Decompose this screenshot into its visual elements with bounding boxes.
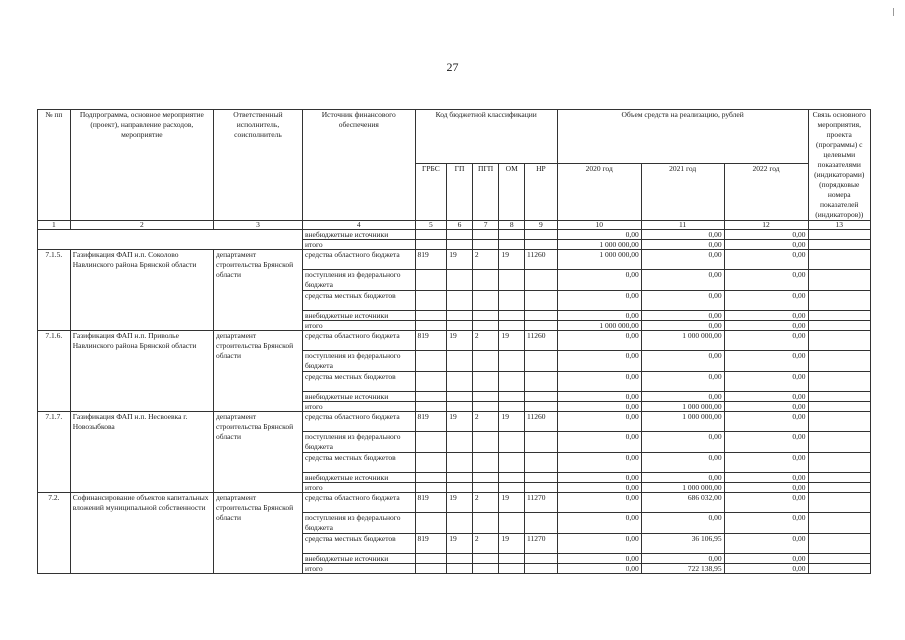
- code-om-cell: [499, 473, 525, 483]
- code-grbs-cell: [415, 453, 447, 473]
- item-responsible: департамент строительства Брянской области: [213, 331, 302, 412]
- code-gp-cell: 19: [447, 331, 473, 351]
- link-cell: [808, 392, 871, 402]
- amount-cell-y2022: 0,00: [724, 473, 808, 483]
- source-cell: итого: [303, 483, 416, 493]
- code-nr-cell: [525, 473, 558, 483]
- code-pgp-cell: 2: [472, 250, 499, 270]
- link-cell: [808, 513, 871, 534]
- column-number: 5: [415, 221, 447, 230]
- code-gp-cell: [447, 372, 473, 392]
- code-cell: [499, 230, 525, 240]
- code-nr-cell: [525, 564, 558, 574]
- code-gp-cell: [447, 270, 473, 291]
- source-cell: поступления из федерального бюджета: [303, 513, 416, 534]
- code-gp-cell: [447, 392, 473, 402]
- item-title: Газификация ФАП н.п. Приволье Навлинского района Брянской области: [70, 331, 213, 412]
- item-responsible: департамент строительства Брянской области: [213, 493, 302, 574]
- code-grbs-cell: [415, 392, 447, 402]
- amount-cell-y2021: 0,00: [641, 270, 724, 291]
- code-grbs-cell: 819: [415, 493, 447, 513]
- amount-cell-y2020: 0,00: [557, 483, 641, 493]
- code-gp-cell: 19: [447, 534, 473, 554]
- amount-cell-y2021: 0,00: [641, 513, 724, 534]
- code-grbs-cell: [415, 513, 447, 534]
- link-cell: [808, 402, 871, 412]
- amount-cell-y2020: 0,00: [557, 493, 641, 513]
- amount-cell-y2021: 0,00: [641, 250, 724, 270]
- amount-cell-y2022: 0,00: [724, 392, 808, 402]
- amount-cell-y2021: 36 106,95: [641, 534, 724, 554]
- code-om-cell: 19: [499, 534, 525, 554]
- amount-cell-y2022: 0,00: [724, 311, 808, 321]
- code-om-cell: [499, 311, 525, 321]
- code-nr-cell: [525, 483, 558, 493]
- link-cell: [808, 534, 871, 554]
- code-om-cell: [499, 291, 525, 311]
- header-kbk: Код бюджетной классификации: [415, 110, 557, 164]
- source-cell: итого: [303, 564, 416, 574]
- carryover-blank: [38, 230, 303, 250]
- code-gp-cell: [447, 483, 473, 493]
- link-cell: [808, 240, 871, 250]
- amount-cell-y2020: 0,00: [557, 402, 641, 412]
- amount-cell-y2022: 0,00: [724, 291, 808, 311]
- item-title: Газификация ФАП н.п. Соколово Навлинского района Брянской области: [70, 250, 213, 331]
- code-pgp-cell: [472, 453, 499, 473]
- link-cell: [808, 250, 871, 270]
- table-row: [38, 250, 871, 270]
- source-cell: поступления из федерального бюджета: [303, 432, 416, 453]
- source-cell: поступления из федерального бюджета: [303, 351, 416, 372]
- amount-cell-y2022: 0,00: [724, 230, 808, 240]
- item-number: 7.1.6.: [38, 331, 71, 412]
- code-nr-cell: [525, 432, 558, 453]
- code-pgp-cell: [472, 270, 499, 291]
- code-gp-cell: [447, 453, 473, 473]
- item-title: Софинансирование объектов капитальных вложений муниципальной собственности: [70, 493, 213, 574]
- code-om-cell: [499, 392, 525, 402]
- amount-cell-y2020: 0,00: [557, 453, 641, 473]
- code-gp-cell: [447, 564, 473, 574]
- code-grbs-cell: [415, 402, 447, 412]
- amount-cell-y2021: 0,00: [641, 554, 724, 564]
- link-cell: [808, 483, 871, 493]
- code-cell: [499, 240, 525, 250]
- code-nr-cell: [525, 351, 558, 372]
- amount-cell-y2020: 0,00: [557, 513, 641, 534]
- header-kbk-grbs: ГРБС: [415, 163, 447, 220]
- code-pgp-cell: [472, 291, 499, 311]
- amount-cell-y2021: 0,00: [641, 351, 724, 372]
- code-gp-cell: [447, 321, 473, 331]
- amount-cell-y2021: 0,00: [641, 372, 724, 392]
- column-number: 2: [70, 221, 213, 230]
- link-cell: [808, 564, 871, 574]
- source-cell: итого: [303, 240, 416, 250]
- code-grbs-cell: [415, 321, 447, 331]
- code-grbs-cell: 819: [415, 331, 447, 351]
- amount-cell-y2020: 0,00: [557, 392, 641, 402]
- amount-cell-y2020: 0,00: [557, 554, 641, 564]
- code-gp-cell: [447, 432, 473, 453]
- amount-cell-y2022: 0,00: [724, 412, 808, 432]
- page-number: 27: [446, 60, 459, 74]
- amount-cell-y2020: 0,00: [557, 372, 641, 392]
- column-number: 6: [447, 221, 473, 230]
- code-cell: [415, 230, 447, 240]
- amount-cell-y2022: 0,00: [724, 564, 808, 574]
- code-gp-cell: [447, 351, 473, 372]
- code-cell: [447, 240, 473, 250]
- amount-cell-y2022: 0,00: [724, 513, 808, 534]
- link-cell: [808, 321, 871, 331]
- amount-cell-y2022: 0,00: [724, 250, 808, 270]
- amount-cell-y2022: 0,00: [724, 240, 808, 250]
- column-number: 11: [641, 221, 724, 230]
- amount-cell-y2022: 0,00: [724, 534, 808, 554]
- code-nr-cell: [525, 554, 558, 564]
- code-nr-cell: [525, 513, 558, 534]
- item-title: Газификация ФАП н.п. Несвоевка г. Новозыбкова: [70, 412, 213, 493]
- amount-cell-y2021: 1 000 000,00: [641, 412, 724, 432]
- amount-cell-y2020: 0,00: [557, 270, 641, 291]
- amount-cell-y2020: 0,00: [557, 412, 641, 432]
- amount-cell-y2021: 0,00: [641, 392, 724, 402]
- column-numbers-row: [38, 221, 871, 230]
- source-cell: средства областного бюджета: [303, 493, 416, 513]
- amount-cell-y2020: 0,00: [557, 473, 641, 483]
- source-cell: средства областного бюджета: [303, 412, 416, 432]
- header-link: Связь основного мероприятия, проекта (программы) с целевыми показателями (индикаторами) (порядковые номера показателей (индикаторов)): [808, 110, 871, 221]
- code-gp-cell: [447, 473, 473, 483]
- code-gp-cell: 19: [447, 412, 473, 432]
- link-cell: [808, 331, 871, 351]
- code-nr-cell: [525, 311, 558, 321]
- source-cell: внебюджетные источники: [303, 554, 416, 564]
- code-gp-cell: 19: [447, 493, 473, 513]
- header-responsible: Ответственный исполнитель, соисполнитель: [213, 110, 302, 221]
- code-pgp-cell: [472, 564, 499, 574]
- code-om-cell: 19: [499, 493, 525, 513]
- amount-cell-y2022: 0,00: [724, 372, 808, 392]
- amount-cell-y2021: 0,00: [641, 321, 724, 331]
- code-grbs-cell: [415, 473, 447, 483]
- link-cell: [808, 432, 871, 453]
- amount-cell-y2022: 0,00: [724, 270, 808, 291]
- source-cell: средства местных бюджетов: [303, 372, 416, 392]
- amount-cell-y2021: 0,00: [641, 291, 724, 311]
- code-pgp-cell: 2: [472, 493, 499, 513]
- code-om-cell: 19: [499, 412, 525, 432]
- code-cell: [525, 240, 558, 250]
- code-pgp-cell: [472, 311, 499, 321]
- link-cell: [808, 291, 871, 311]
- code-nr-cell: [525, 372, 558, 392]
- header-subprogram: Подпрограмма, основное мероприятие (проект), направление расходов, мероприятие: [70, 110, 213, 221]
- amount-cell-y2020: 1 000 000,00: [557, 250, 641, 270]
- amount-cell-y2021: 0,00: [641, 230, 724, 240]
- code-gp-cell: [447, 402, 473, 412]
- code-om-cell: 19: [499, 331, 525, 351]
- amount-cell-y2022: 0,00: [724, 432, 808, 453]
- code-om-cell: [499, 402, 525, 412]
- source-cell: поступления из федерального бюджета: [303, 270, 416, 291]
- amount-cell-y2022: 0,00: [724, 331, 808, 351]
- amount-cell-y2022: 0,00: [724, 493, 808, 513]
- header-sources: Источник финансового обеспечения: [303, 110, 416, 221]
- code-pgp-cell: [472, 372, 499, 392]
- code-grbs-cell: 819: [415, 534, 447, 554]
- source-cell: средства местных бюджетов: [303, 291, 416, 311]
- amount-cell-y2021: 0,00: [641, 473, 724, 483]
- amount-cell-y2022: 0,00: [724, 321, 808, 331]
- link-cell: [808, 473, 871, 483]
- table-row: [38, 493, 871, 513]
- column-number: 8: [499, 221, 525, 230]
- code-om-cell: [499, 432, 525, 453]
- link-cell: [808, 372, 871, 392]
- column-number: 3: [213, 221, 302, 230]
- amount-cell-y2020: 0,00: [557, 331, 641, 351]
- header-volume: Объем средств на реализацию, рублей: [557, 110, 808, 164]
- code-pgp-cell: [472, 402, 499, 412]
- code-nr-cell: 11270: [525, 493, 558, 513]
- code-om-cell: [499, 453, 525, 473]
- budget-table: [37, 109, 871, 574]
- code-om-cell: [499, 321, 525, 331]
- header-kbk-nr: НР: [525, 163, 558, 220]
- code-nr-cell: [525, 453, 558, 473]
- column-number: 7: [472, 221, 499, 230]
- column-number: 13: [808, 221, 871, 230]
- column-number: 9: [525, 221, 558, 230]
- scan-mark: [893, 8, 894, 16]
- code-grbs-cell: [415, 311, 447, 321]
- code-nr-cell: 11260: [525, 412, 558, 432]
- column-number: 1: [38, 221, 71, 230]
- amount-cell-y2022: 0,00: [724, 402, 808, 412]
- column-number: 12: [724, 221, 808, 230]
- code-pgp-cell: 2: [472, 534, 499, 554]
- code-pgp-cell: [472, 554, 499, 564]
- amount-cell-y2021: 1 000 000,00: [641, 483, 724, 493]
- carryover-row: [38, 230, 871, 240]
- code-grbs-cell: [415, 432, 447, 453]
- code-om-cell: [499, 483, 525, 493]
- code-pgp-cell: [472, 392, 499, 402]
- code-om-cell: [499, 270, 525, 291]
- source-cell: внебюджетные источники: [303, 473, 416, 483]
- code-grbs-cell: [415, 564, 447, 574]
- amount-cell-y2021: 1 000 000,00: [641, 331, 724, 351]
- code-gp-cell: [447, 513, 473, 534]
- code-cell: [447, 230, 473, 240]
- item-number: 7.1.5.: [38, 250, 71, 331]
- column-number: 10: [557, 221, 641, 230]
- amount-cell-y2020: 0,00: [557, 291, 641, 311]
- code-gp-cell: [447, 311, 473, 321]
- link-cell: [808, 351, 871, 372]
- column-number: 4: [303, 221, 416, 230]
- header-year-2022: 2022 год: [724, 163, 808, 220]
- source-cell: внебюджетные источники: [303, 230, 416, 240]
- source-cell: средства областного бюджета: [303, 331, 416, 351]
- code-grbs-cell: 819: [415, 412, 447, 432]
- amount-cell-y2020: 1 000 000,00: [557, 321, 641, 331]
- link-cell: [808, 412, 871, 432]
- amount-cell-y2021: 0,00: [641, 432, 724, 453]
- code-grbs-cell: [415, 351, 447, 372]
- amount-cell-y2020: 0,00: [557, 534, 641, 554]
- amount-cell-y2021: 1 000 000,00: [641, 402, 724, 412]
- amount-cell-y2022: 0,00: [724, 554, 808, 564]
- code-grbs-cell: [415, 554, 447, 564]
- link-cell: [808, 453, 871, 473]
- source-cell: итого: [303, 402, 416, 412]
- amount-cell-y2021: 0,00: [641, 240, 724, 250]
- amount-cell-y2020: 0,00: [557, 432, 641, 453]
- amount-cell-y2020: 0,00: [557, 564, 641, 574]
- source-cell: средства местных бюджетов: [303, 453, 416, 473]
- item-responsible: департамент строительства Брянской области: [213, 412, 302, 493]
- amount-cell-y2020: 0,00: [557, 230, 641, 240]
- code-grbs-cell: [415, 483, 447, 493]
- header-kbk-pgp: ПГП: [472, 163, 499, 220]
- amount-cell-y2022: 0,00: [724, 453, 808, 473]
- code-gp-cell: 19: [447, 250, 473, 270]
- code-om-cell: [499, 554, 525, 564]
- source-cell: средства местных бюджетов: [303, 534, 416, 554]
- code-nr-cell: 11270: [525, 534, 558, 554]
- code-pgp-cell: 2: [472, 331, 499, 351]
- code-cell: [472, 240, 499, 250]
- source-cell: средства областного бюджета: [303, 250, 416, 270]
- header-year-2021: 2021 год: [641, 163, 724, 220]
- code-om-cell: [499, 513, 525, 534]
- header-kbk-gp: ГП: [447, 163, 473, 220]
- code-grbs-cell: 819: [415, 250, 447, 270]
- code-nr-cell: [525, 402, 558, 412]
- amount-cell-y2020: 0,00: [557, 311, 641, 321]
- code-nr-cell: 11260: [525, 250, 558, 270]
- link-cell: [808, 270, 871, 291]
- amount-cell-y2021: 686 032,00: [641, 493, 724, 513]
- code-cell: [472, 230, 499, 240]
- code-cell: [525, 230, 558, 240]
- source-cell: итого: [303, 321, 416, 331]
- code-pgp-cell: [472, 483, 499, 493]
- amount-cell-y2021: 722 138,95: [641, 564, 724, 574]
- amount-cell-y2021: 0,00: [641, 311, 724, 321]
- amount-cell-y2020: 0,00: [557, 351, 641, 372]
- code-pgp-cell: 2: [472, 412, 499, 432]
- code-pgp-cell: [472, 432, 499, 453]
- code-nr-cell: [525, 392, 558, 402]
- item-responsible: департамент строительства Брянской области: [213, 250, 302, 331]
- code-pgp-cell: [472, 351, 499, 372]
- item-number: 7.2.: [38, 493, 71, 574]
- code-om-cell: [499, 372, 525, 392]
- code-nr-cell: [525, 270, 558, 291]
- link-cell: [808, 230, 871, 240]
- code-om-cell: [499, 351, 525, 372]
- source-cell: внебюджетные источники: [303, 311, 416, 321]
- code-nr-cell: [525, 321, 558, 331]
- amount-cell-y2021: 0,00: [641, 453, 724, 473]
- code-grbs-cell: [415, 372, 447, 392]
- amount-cell-y2022: 0,00: [724, 351, 808, 372]
- header-year-2020: 2020 год: [557, 163, 641, 220]
- code-nr-cell: [525, 291, 558, 311]
- code-pgp-cell: [472, 321, 499, 331]
- table-row: [38, 331, 871, 351]
- source-cell: внебюджетные источники: [303, 392, 416, 402]
- link-cell: [808, 554, 871, 564]
- amount-cell-y2022: 0,00: [724, 483, 808, 493]
- amount-cell-y2020: 1 000 000,00: [557, 240, 641, 250]
- code-nr-cell: 11260: [525, 331, 558, 351]
- header-kbk-om: ОМ: [499, 163, 525, 220]
- code-gp-cell: [447, 554, 473, 564]
- code-om-cell: [499, 564, 525, 574]
- item-number: 7.1.7.: [38, 412, 71, 493]
- link-cell: [808, 311, 871, 321]
- header-no: № пп: [38, 110, 71, 221]
- code-grbs-cell: [415, 270, 447, 291]
- code-pgp-cell: [472, 513, 499, 534]
- code-cell: [415, 240, 447, 250]
- code-gp-cell: [447, 291, 473, 311]
- code-pgp-cell: [472, 473, 499, 483]
- table-row: [38, 412, 871, 432]
- code-om-cell: 19: [499, 250, 525, 270]
- link-cell: [808, 493, 871, 513]
- code-grbs-cell: [415, 291, 447, 311]
